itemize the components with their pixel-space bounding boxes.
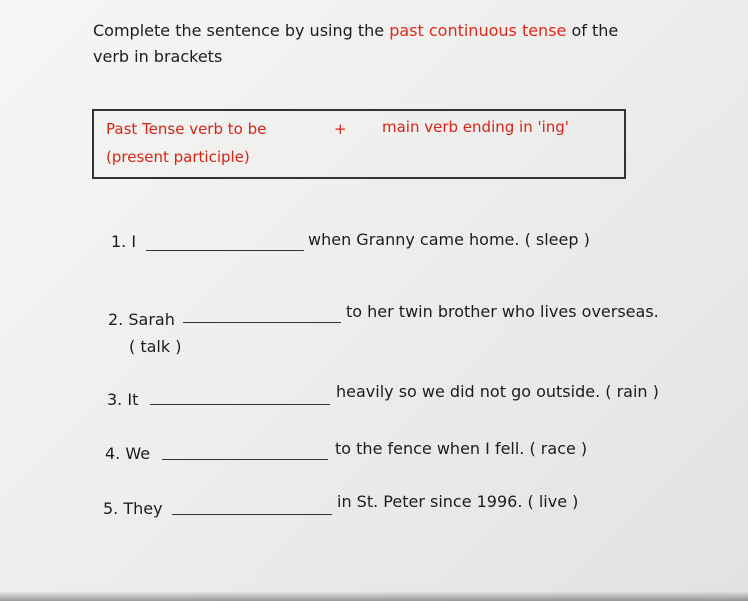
question-3-prefix: 3. It <box>107 390 139 409</box>
question-3-suffix: heavily so we did not go outside. ( rain ) <box>336 382 659 401</box>
question-5-prefix: 5. They <box>103 499 163 518</box>
formula-right: main verb ending in 'ing' <box>382 118 569 136</box>
instruction-text <box>93 18 693 70</box>
instruction-highlight: past continuous tense <box>389 21 567 40</box>
formula-box <box>92 109 626 179</box>
question-2-suffix: to her twin brother who lives overseas. <box>346 302 659 321</box>
question-5-blank[interactable] <box>172 514 332 515</box>
question-2-prefix: 2. Sarah <box>108 310 175 329</box>
question-2-extra: ( talk ) <box>129 337 182 356</box>
question-3-blank[interactable] <box>150 404 330 405</box>
instruction-part2: of the <box>566 21 619 40</box>
instruction-part1: Complete the sentence by using the <box>93 21 390 40</box>
question-4-blank[interactable] <box>162 459 328 460</box>
question-1-blank[interactable] <box>146 250 304 251</box>
question-4-suffix: to the fence when I fell. ( race ) <box>335 439 588 458</box>
question-4-prefix: 4. We <box>105 444 151 463</box>
question-2-blank[interactable] <box>183 322 341 323</box>
question-1-suffix: when Granny came home. ( sleep ) <box>308 230 590 249</box>
formula-plus: + <box>334 120 347 138</box>
formula-left: Past Tense verb to be <box>106 120 267 138</box>
bottom-shadow <box>0 591 748 601</box>
formula-left-cont: (present participle) <box>106 148 250 166</box>
question-5-suffix: in St. Peter since 1996. ( live ) <box>337 492 579 511</box>
instruction-line2: verb in brackets <box>93 47 223 66</box>
question-1-prefix: 1. I <box>111 232 137 251</box>
